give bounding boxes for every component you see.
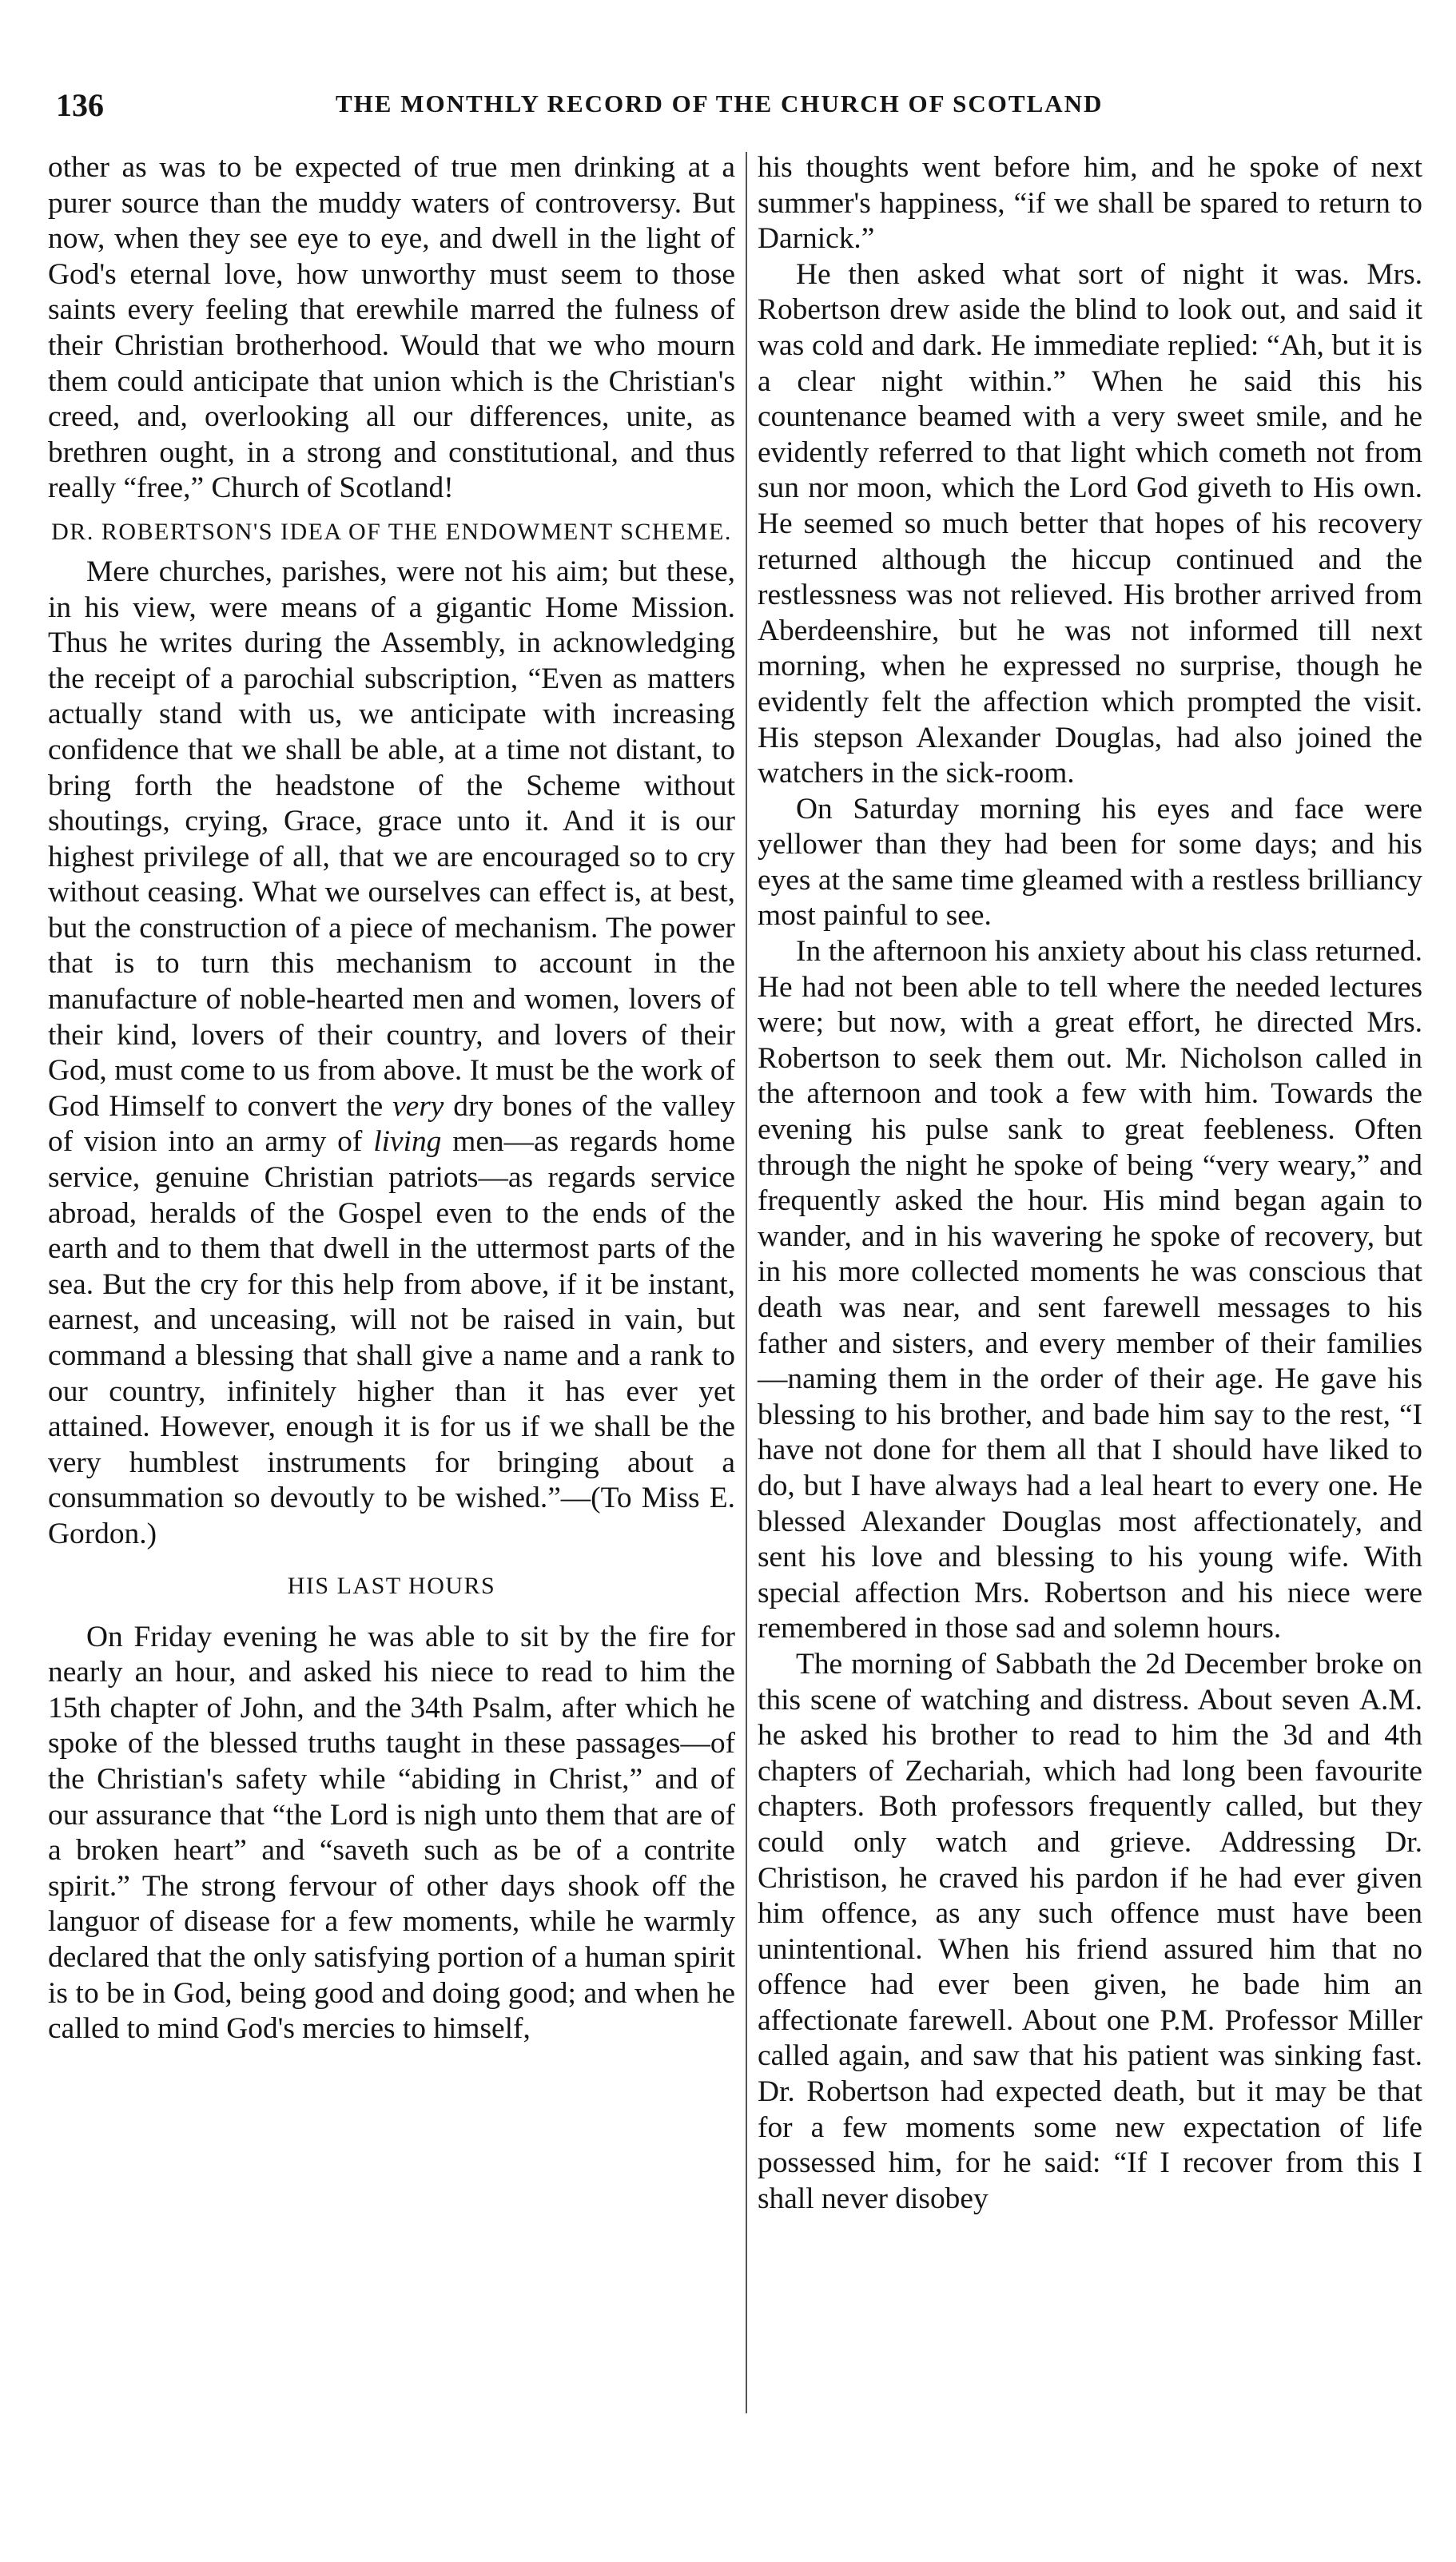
paragraph	[48, 555, 735, 1553]
time-abbreviation: A.M.	[1359, 1683, 1422, 1717]
column-divider	[746, 152, 747, 2413]
text-run: dry bones of the valley of vision into an army of	[48, 1089, 735, 1159]
section-heading-last-hours: HIS LAST HOURS	[287, 1572, 496, 1599]
paragraph: In the afternoon his anxiety about his class returned. He had not been able to tell where the needed lectures were; but now, with a great effort, he directed Mrs. Robertson to seek them out. Mr. Nicholson called in the afternoon and took a few with him. Towards the evening his pulse sank to great feebleness. Often through the night he spoke of being “very weary,” and frequently asked the hour. His mind began again to wander, and in his wavering he spoke of recovery, but in his more collected moments he was conscious that death was near, and sent farewell messages to his father and sisters, and every member of their families—naming them in the order of their age. He gave his blessing to his brother, and bade him say to the rest, “I have not done for them all that I should have liked to do, but I have always had a leal heart to every one. He blessed Alexander Douglas most affectionately, and sent his love and blessing to his young wife. With special affection Mrs. Robertson and his niece were remembered in those sad and solemn hours.	[758, 935, 1422, 1645]
time-abbreviation: P.M.	[1160, 2003, 1215, 2037]
left-column	[48, 150, 735, 2047]
page-number: 136	[56, 87, 104, 123]
paragraph: his thoughts went before him, and he spoke of next summer's happiness, “if we shall be spared to return to Darnick.”	[758, 151, 1422, 256]
text-run: Professor Miller called again, and saw that his patient was sinking fast. Dr. Robertson had expected death, but it may be that for a few moments some new expectation of life possessed him, for he said: “If I recover from this I shall never disobey	[758, 2003, 1422, 2215]
text-run: men—as regards home service, genuine Christian patriots—as regards service abroad, heralds of the Gospel even to the ends of the earth and to them that dwell in the uttermost parts of the sea. But the cry for this help from above, if it be instant, earnest, and unceasing, will not be raised in vain, but command a blessing that shall give a name and a rank to our country, infinitely higher than it has ever yet attained. However, enough it is for us if we shall be the very humblest instruments for bringing about a consummation so devoutly to be wished.”—(To Miss E. Gordon.)	[48, 1125, 735, 1550]
paragraph: On Saturday morning his eyes and face were yellower than they had been for some days; and his eyes at the same time gleamed with a restless brilliancy most painful to see.	[758, 792, 1422, 933]
running-title: THE MONTHLY RECORD OF THE CHURCH OF SCOTLAND	[336, 90, 1104, 117]
paragraph: On Friday evening he was able to sit by the fire for nearly an hour, and asked his niece to read to him the 15th chapter of John, and the 34th Psalm, after which he spoke of the blessed truths taught in these passages—of the Christian's safety while “abiding in Christ,” and of our assurance that “the Lord is nigh unto them that are of a broken heart” and “saveth such as be of a contrite spirit.” The strong fervour of other days shook off the languor of disease for a few moments, while he warmly declared that the only satisfying portion of a human spirit is to be in God, being good and doing good; and when he called to mind God's mercies to himself,	[48, 1620, 735, 2046]
page-header	[48, 86, 1414, 134]
text-run: The morning of Sabbath the 2d December broke on this scene of watching and distress. About seven	[758, 1647, 1422, 1717]
text-run: he asked his brother to read to him the 3d and 4th chapters of Zechariah, which had long been favourite chapters. Both professors frequently called, but they could only watch and grieve. Addressing Dr. Christison, he craved his pardon if he had ever given him offence, as any such offence must have been unintentional. When his friend assured him that no offence had ever been given, he bade him an affectionate farewell. About one	[758, 1719, 1422, 2037]
italic-text: living	[373, 1125, 442, 1159]
italic-text: very	[392, 1089, 444, 1123]
paragraph	[758, 1647, 1422, 2218]
right-column	[758, 150, 1422, 2217]
paragraph: He then asked what sort of night it was. Mrs. Robertson drew aside the blind to look out, and said it was cold and dark. He immediate replied: “Ah, but it is a clear night within.” When he said this his countenance beamed with a very sweet smile, and he evidently referred to that light which cometh not from sun nor moon, which the Lord God giveth to His own. He seemed so much better that hopes of his recovery returned although the hiccup continued and the restlessness was not relieved. His brother arrived from Aberdeenshire, but he was not informed till next morning, when he expressed no surprise, though he evidently felt the affection which prompted the visit. His stepson Alexander Douglas, had also joined the watchers in the sick-room.	[758, 257, 1422, 790]
text-run: Mere churches, parishes, were not his aim; but these, in his view, were means of a gigantic Home Mission. Thus he writes during the Assembly, in acknowledging the receipt of a parochial subscription, “Even as matters actually stand with us, we anticipate with increasing confidence that we shall be able, at a time not distant, to bring forth the headstone of the Scheme without shoutings, crying, Grace, grace unto it. And it is our highest privilege of all, that we are encouraged so to cry without ceasing. What we ourselves can effect is, at best, but the construction of a piece of mechanism. The power that is to turn this mechanism to account in the manufacture of noble-hearted men and women, lovers of their kind, lovers of their country, and lovers of their God, must come to us from above. It must be the work of God Himself to convert the	[48, 555, 735, 1123]
section-heading-endowment-scheme: DR. ROBERTSON'S IDEA OF THE ENDOWMENT SCHEME.	[51, 518, 732, 545]
paragraph: other as was to be expected of true men drinking at a purer source than the muddy waters of controversy. But now, when they see eye to eye, and dwell in the light of God's eternal love, how unworthy must seem to those saints every feeling that erewhile marred the fulness of their Christian brotherhood. Would that we who mourn them could anticipate that union which is the Christian's creed, and, overlooking all our differences, unite, as brethren ought, in a strong and constitutional, and thus really “free,” Church of Scotland!	[48, 151, 735, 505]
